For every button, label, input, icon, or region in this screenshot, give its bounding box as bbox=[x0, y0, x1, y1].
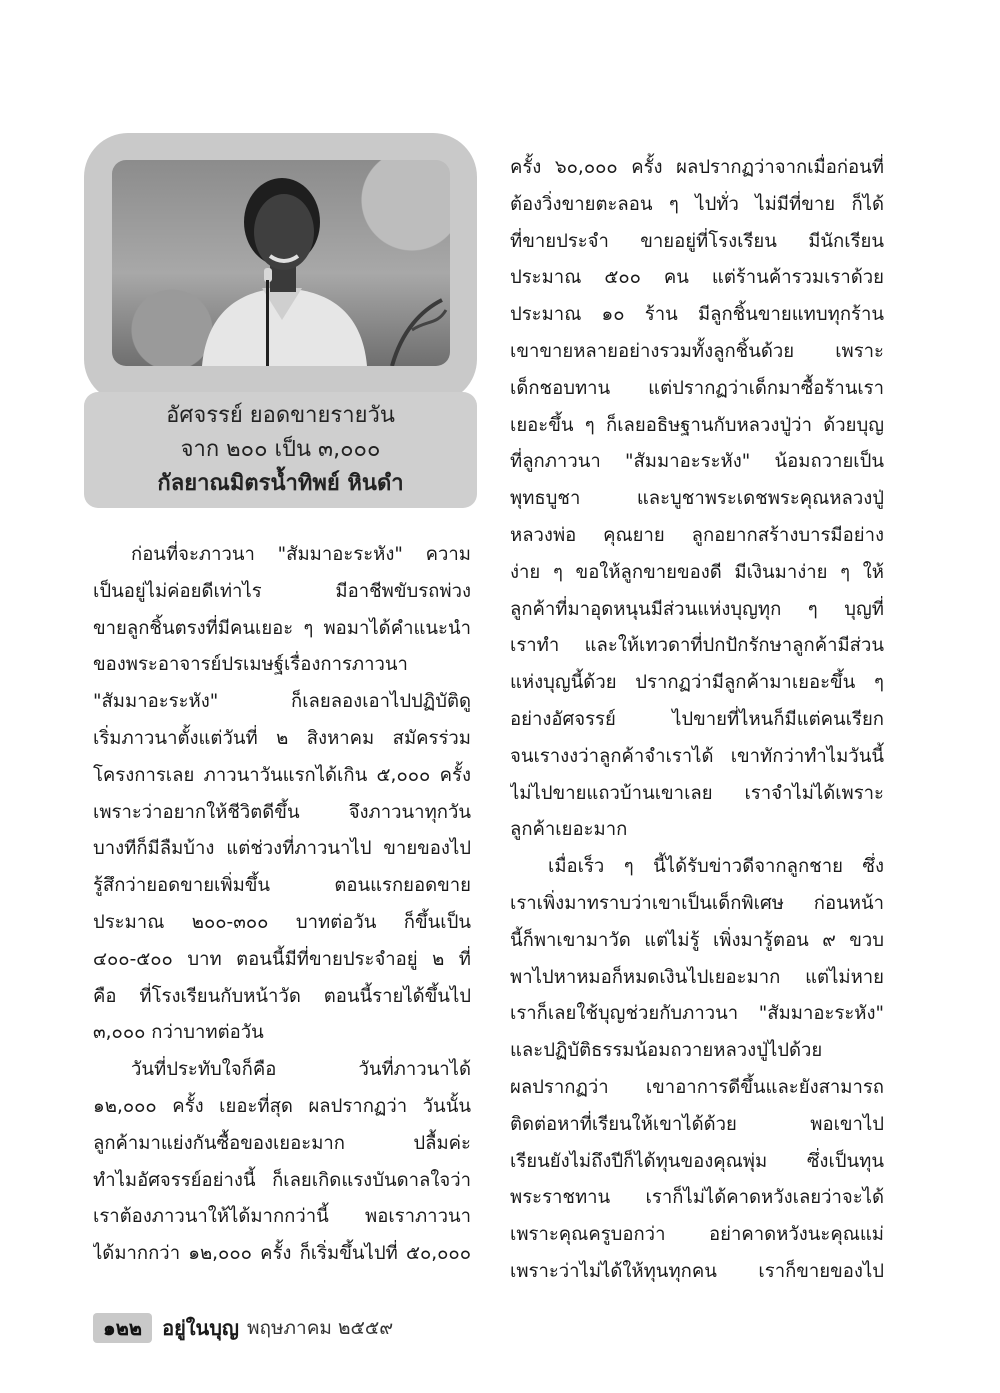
text-line: วันที่ประทับใจก็คือ วันที่ภาวนาได้ bbox=[131, 1059, 471, 1081]
text-line: เพราะว่าไม่ได้ให้ทุนทุกคน เราก็ขายของไป bbox=[510, 1260, 884, 1282]
text-line: พาไปหาหมอก็หมดเงินไปเยอะมาก แต่ไม่หาย bbox=[510, 966, 884, 988]
text-line: ติดต่อหาที่เรียนให้เขาได้ด้วย พอเขาไป bbox=[510, 1113, 884, 1135]
text-line: อย่างอัศจรรย์ ไปขายที่ไหนก็มีแต่คนเรียก bbox=[510, 708, 884, 730]
text-line: เรียนยังไม่ถึงปีก็ได้ทุนของคุณพุ่ม ซึ่งเป็นทุน bbox=[510, 1150, 884, 1172]
text-line: ๓,๐๐๐ กว่าบาทต่อวัน bbox=[93, 1022, 264, 1044]
text-line: ทำไมอัศจรรย์อย่างนี้ ก็เลยเกิดแรงบันดาลใจว่า bbox=[93, 1169, 471, 1191]
text-line: จนเรางงว่าลูกค้าจำเราได้ เขาทักว่าทำไมวันนี้ bbox=[510, 745, 884, 767]
speaker-photo bbox=[112, 160, 450, 366]
text-line: ของพระอาจารย์ปรเมษฐ์เรื่องการภาวนา bbox=[93, 654, 408, 676]
caption-author-name: กัลยาณมิตรน้ำทิพย์ หินดำ bbox=[157, 471, 404, 496]
text-line: เราต้องภาวนาให้ได้มากกว่านี้ พอเราภาวนา bbox=[93, 1206, 471, 1228]
text-line: และปฏิบัติธรรมน้อมถวายหลวงปู่ไปด้วย bbox=[510, 1040, 823, 1062]
text-line: พุทธบูชา และบูชาพระเดชพระคุณหลวงปู่ bbox=[510, 488, 884, 510]
text-line: ๔๐๐-๕๐๐ บาท ตอนนี้มีที่ขายประจำอยู่ ๒ ที่ bbox=[93, 948, 471, 970]
text-line: เริ่มภาวนาตั้งแต่วันที่ ๒ สิงหาคม สมัครร่วม bbox=[93, 727, 471, 749]
photo-caption bbox=[84, 392, 477, 508]
text-line: ลูกค้ามาแย่งกันซื้อของเยอะมาก ปลื้มค่ะ bbox=[93, 1132, 471, 1154]
text-line: เมื่อเร็ว ๆ นี้ได้รับข่าวดีจากลูกชาย ซึ่ง bbox=[548, 856, 884, 878]
text-line: เด็กชอบทาน แต่ปรากฏว่าเด็กมาซื้อร้านเรา bbox=[510, 377, 884, 399]
text-line: เราทำ และให้เทวดาที่ปกปักรักษาลูกค้ามีส่วน bbox=[510, 635, 884, 657]
text-line: ประมาณ ๕๐๐ คน แต่ร้านค้ารวมเราด้วย bbox=[510, 267, 884, 289]
text-line: ลูกค้าที่มาอุดหนุนมีส่วนแห่งบุญทุก ๆ บุญที่ bbox=[510, 598, 884, 620]
text-line: เยอะขึ้น ๆ ก็เลยอธิษฐานกับหลวงปู่ว่า ด้วยบุญ bbox=[510, 414, 884, 436]
text-line: แห่งบุญนี้ด้วย ปรากฏว่ามีลูกค้ามาเยอะขึ้น ๆ bbox=[510, 672, 884, 694]
magazine-name: อยู่ในบุญ bbox=[162, 1316, 239, 1340]
text-line: บางทีก็มีลืมบ้าง แต่ช่วงที่ภาวนาไป ขายของไป bbox=[93, 838, 471, 860]
text-line: เขาขายหลายอย่างรวมทั้งลูกชิ้นด้วย เพราะ bbox=[510, 340, 884, 362]
text-line: ลูกค้าเยอะมาก bbox=[510, 819, 628, 841]
text-line: นี้ก็พาเขามาวัด แต่ไม่รู้ เพิ่งมารู้ตอน ๙ ขวบ bbox=[510, 929, 884, 951]
text-line: ประมาณ ๒๐๐-๓๐๐ บาทต่อวัน ก็ขึ้นเป็น bbox=[93, 911, 471, 933]
text-line: ประมาณ ๑๐ ร้าน มีลูกชิ้นขายแทบทุกร้าน bbox=[510, 304, 884, 326]
text-line: เราเพิ่งมาทราบว่าเขาเป็นเด็กพิเศษ ก่อนหน้า bbox=[510, 892, 884, 914]
text-line: หลวงพ่อ คุณยาย ลูกอยากสร้างบารมีอย่าง bbox=[510, 524, 884, 546]
text-line: ผลปรากฏว่า เขาอาการดีขึ้นและยังสามารถ bbox=[510, 1076, 884, 1098]
text-line: ขายลูกชิ้นตรงที่มีคนเยอะ ๆ พอมาได้คำแนะนำ bbox=[93, 617, 471, 639]
text-line: ครั้ง ๖๐,๐๐๐ ครั้ง ผลปรากฏว่าจากเมื่อก่อนที่ bbox=[510, 157, 884, 178]
text-line: รู้สึกว่ายอดขายเพิ่มขึ้น ตอนแรกยอดขาย bbox=[93, 875, 471, 897]
text-line: ได้มากกว่า ๑๒,๐๐๐ ครั้ง ก็เริ่มขึ้นไปที่ ๕๐,๐๐๐ bbox=[93, 1243, 471, 1265]
text-line: ต้องวิ่งขายตะลอน ๆ ไปทั่ว ไม่มีที่ขาย ก็ได้ bbox=[510, 193, 884, 215]
text-line: คือ ที่โรงเรียนกับหน้าวัด ตอนนี้รายได้ขึ้นไป bbox=[93, 985, 471, 1007]
text-line: เพราะคุณครูบอกว่า อย่าคาดหวังนะคุณแม่ bbox=[510, 1224, 884, 1246]
text-line: เป็นอยู่ไม่ค่อยดีเท่าไร มีอาชีพขับรถพ่วง bbox=[93, 580, 471, 602]
text-line: เราก็เลยใช้บุญช่วยกับภาวนา "สัมมาอะระหัง" bbox=[510, 1003, 884, 1025]
text-line: ก่อนที่จะภาวนา "สัมมาอะระหัง" ความ bbox=[131, 544, 471, 565]
page-number: ๑๒๒ bbox=[93, 1313, 152, 1343]
text-line: เพราะว่าอยากให้ชีวิตดีขึ้น จึงภาวนาทุกวัน bbox=[93, 801, 471, 823]
text-line: ๑๒,๐๐๐ ครั้ง เยอะที่สุด ผลปรากฏว่า วันนั้น bbox=[93, 1095, 471, 1117]
text-line: โครงการเลย ภาวนาวันแรกได้เกิน ๕,๐๐๐ ครั้ง bbox=[93, 764, 471, 786]
text-line: ที่ขายประจำ ขายอยู่ที่โรงเรียน มีนักเรียน bbox=[510, 230, 884, 252]
article-column-right bbox=[510, 150, 884, 1291]
issue-date: พฤษภาคม ๒๕๕๙ bbox=[246, 1317, 394, 1339]
caption-headline: อัศจรรย์ ยอดขายรายวัน bbox=[166, 403, 395, 428]
text-line: ไม่ไปขายแถวบ้านเขาเลย เราจำไม่ได้เพราะ bbox=[510, 782, 884, 804]
text-line: พระราชทาน เราก็ไม่ได้คาดหวังเลยว่าจะได้ bbox=[510, 1187, 884, 1209]
caption-subheadline: จาก ๒๐๐ เป็น ๓,๐๐๐ bbox=[180, 437, 381, 462]
article-column-left bbox=[93, 537, 471, 1273]
text-line: "สัมมาอะระหัง" ก็เลยลองเอาไปปฏิบัติดู bbox=[93, 691, 471, 713]
page-footer bbox=[93, 1310, 393, 1346]
text-line: ง่าย ๆ ขอให้ลูกขายของดี มีเงินมาง่าย ๆ ให้ bbox=[510, 561, 884, 583]
text-line: ที่ลูกภาวนา "สัมมาอะระหัง" น้อมถวายเป็น bbox=[510, 451, 884, 473]
